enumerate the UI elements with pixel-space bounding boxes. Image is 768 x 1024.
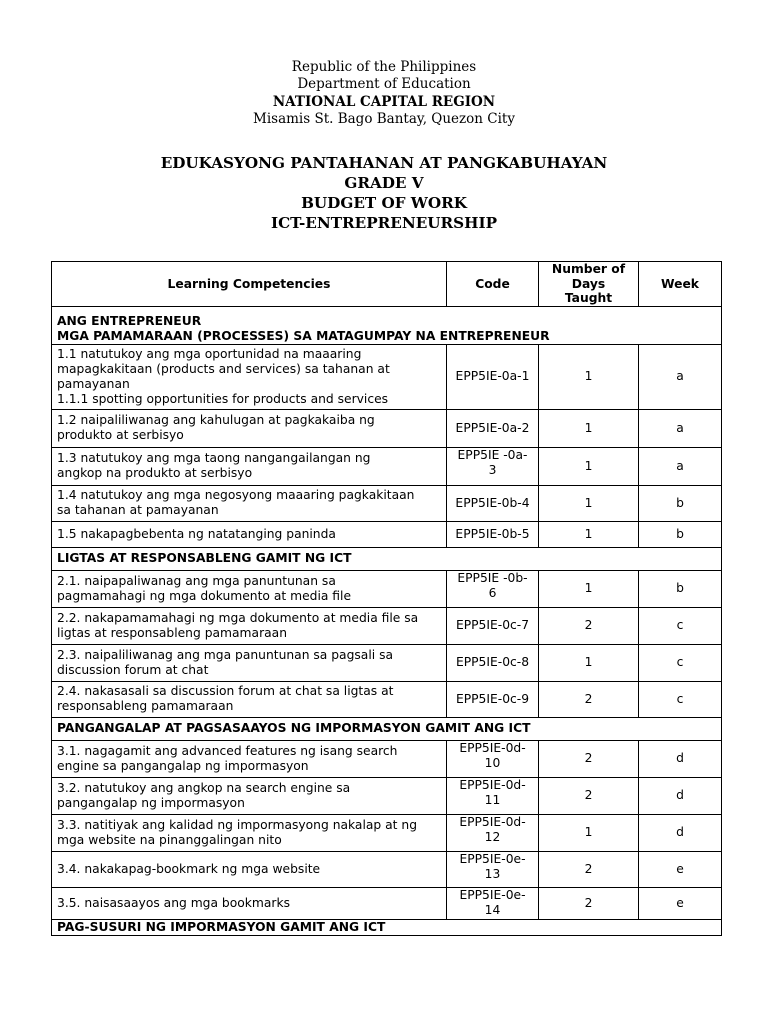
competency-line: responsableng pamamaraan [57,699,234,713]
table-row [52,851,722,887]
code-cell [447,777,539,814]
code-line: EPP5IE -0b- [457,570,528,585]
competency-cell [52,344,447,409]
competency-line: 1.1 natutukoy ang mga oportunidad na maaaring [57,346,362,361]
week-cell: a [639,447,722,485]
days-cell: 2 [539,777,639,814]
code-line: EPP5IE-0a-1 [455,369,530,383]
table-body [52,306,722,935]
code-line: EPP5IE-0d- [459,740,526,755]
code-cell [447,681,539,717]
table-row [52,409,722,447]
competency-cell [52,887,447,919]
competency-cell [52,409,447,447]
code-cell [447,570,539,607]
table-row [52,740,722,777]
header-code: Code [447,262,539,307]
competency-line: engine sa pangangalap ng impormasyon [57,758,309,773]
competency-line: 1.4 natutukoy ang mga negosyong maaaring pagkakitaan [57,488,415,502]
competency-line: 1.5 nakapagbebenta ng natatanging paninda [57,526,336,541]
table-row [52,485,722,521]
days-cell: 1 [539,570,639,607]
competency-line: 2.1. naipapaliwanag ang mga panuntunan sa [57,573,336,588]
table-row [52,570,722,607]
section-row [52,919,722,935]
days-cell: 2 [539,607,639,644]
document-title [0,153,768,233]
week-cell: a [639,409,722,447]
days-cell: 1 [539,485,639,521]
table-row [52,607,722,644]
week-cell: b [639,570,722,607]
code-cell [447,814,539,851]
days-cell: 2 [539,740,639,777]
competency-line: ligtas at responsableng pamamaraan [57,625,287,640]
week-cell: b [639,521,722,547]
title-grade: GRADE V [344,174,424,192]
week-cell: d [639,740,722,777]
title-subject: EDUKASYONG PANTAHANAN AT PANGKABUHAYAN [160,154,608,172]
header-republic: Republic of the Philippines [291,59,477,75]
table-row [52,447,722,485]
code-line: EPP5IE-0b-4 [455,495,530,510]
table-row [52,521,722,547]
days-cell: 1 [539,814,639,851]
days-cell: 2 [539,681,639,717]
section-title-line: ANG ENTREPRENEUR [57,313,202,328]
header-days-line: Taught [564,291,613,305]
competency-line: discussion forum at chat [57,662,209,677]
competency-cell [52,607,447,644]
code-line: EPP5IE-0e- [459,851,526,866]
code-cell [447,851,539,887]
document-header [0,59,768,128]
week-cell: c [639,644,722,681]
code-cell [447,485,539,521]
days-cell: 1 [539,447,639,485]
budget-of-work-table [51,261,722,936]
section-title [52,919,722,935]
competency-line: 2.3. naipaliliwanag ang mga panuntunan sa pagsali sa [57,647,394,662]
code-line: EPP5IE-0c-9 [455,691,530,706]
competency-line: mga website na pinanggalingan nito [57,832,282,847]
competency-line: 3.4. nakakapag-bookmark ng mga website [57,861,321,876]
code-line: EPP5IE-0d- [459,814,526,829]
week-cell: d [639,777,722,814]
week-cell: c [639,607,722,644]
header-competencies: Learning Competencies [52,262,447,307]
header-address: Misamis St. Bago Bantay, Quezon City [253,110,515,127]
section-title [52,717,722,740]
competency-line: 3.5. naisasaayos ang mga bookmarks [57,895,290,910]
week-cell: e [639,887,722,919]
code-cell [447,607,539,644]
table-row [52,814,722,851]
competency-cell [52,447,447,485]
competency-line: 1.1.1 spotting opportunities for products and services [57,391,389,406]
table-row [52,681,722,717]
days-cell: 1 [539,521,639,547]
competency-cell [52,814,447,851]
days-cell: 1 [539,644,639,681]
competency-line: 3.1. nagagamit ang advanced features ng isang search [57,743,398,758]
competency-line: mapagkakitaan (products and services) sa tahanan at [57,361,390,376]
competency-cell [52,521,447,547]
code-cell [447,447,539,485]
code-cell [447,644,539,681]
header-department: Department of Education [297,76,471,93]
days-cell: 2 [539,851,639,887]
code-line: 10 [484,755,501,770]
competency-line: 3.3. natitiyak ang kalidad ng impormasyong nakalap at ng [57,817,417,832]
header-days-line: Days [571,276,606,291]
competency-line: 2.2. nakapamamahagi ng mga dokumento at media file sa [57,610,419,625]
days-cell: 1 [539,344,639,409]
section-title [52,547,722,570]
code-line: EPP5IE-0c-8 [455,655,530,669]
code-cell [447,740,539,777]
competency-line: angkop na produkto at serbisyo [57,466,253,480]
competency-cell [52,740,447,777]
code-line: 3 [488,462,497,477]
competency-line: 1.3 natutukoy ang mga taong nangangailangan ng [57,451,371,465]
section-row [52,547,722,570]
code-cell [447,521,539,547]
competency-cell [52,777,447,814]
week-cell: b [639,485,722,521]
competency-line: pangangalap ng impormasyon [57,795,245,810]
code-line: EPP5IE-0c-7 [455,618,530,632]
code-line: EPP5IE-0a-2 [455,420,530,435]
competency-cell [52,851,447,887]
section-row [52,717,722,740]
competency-cell [52,644,447,681]
competency-line: 3.2. natutukoy ang angkop na search engine sa [57,780,351,795]
competency-cell [52,485,447,521]
table-row [52,644,722,681]
table-row [52,777,722,814]
code-cell [447,409,539,447]
competency-line: 1.2 naipaliliwanag ang kahulugan at pagkakaiba ng [57,413,375,427]
header-days [539,262,639,307]
table-row [52,887,722,919]
table-row [52,344,722,409]
code-line: EPP5IE-0b-5 [455,526,530,541]
code-line: EPP5IE-0e- [459,887,526,902]
week-cell: d [639,814,722,851]
code-line: EPP5IE -0a- [457,447,528,462]
title-budget: BUDGET OF WORK [301,194,467,212]
section-title-line: PANGANGALAP AT PAGSASAAYOS NG IMPORMASYON GAMIT ANG ICT [57,721,531,735]
competency-line: produkto at serbisyo [57,428,184,442]
week-cell: c [639,681,722,717]
header-days-line: Number of [551,262,626,276]
competency-cell [52,570,447,607]
competency-cell [52,681,447,717]
competency-line: sa tahanan at pamayanan [57,503,219,517]
code-line: 11 [484,792,501,807]
header-region: NATIONAL CAPITAL REGION [272,93,496,110]
table-header-row [52,262,722,307]
code-cell [447,344,539,409]
week-cell: e [639,851,722,887]
competency-line: pagmamahagi ng mga dokumento at media file [57,588,352,603]
header-week: Week [639,262,722,307]
section-title-line: LIGTAS AT RESPONSABLENG GAMIT NG ICT [57,551,352,565]
days-cell: 2 [539,887,639,919]
days-cell: 1 [539,409,639,447]
section-row [52,306,722,344]
competency-line: 2.4. nakasasali sa discussion forum at chat sa ligtas at [57,684,394,698]
competency-line: pamayanan [57,376,130,391]
code-line: EPP5IE-0d- [459,777,526,792]
code-line: 14 [484,902,501,917]
section-title [52,306,722,344]
section-title-line: MGA PAMAMARAAN (PROCESSES) SA MATAGUMPAY NA ENTREPRENEUR [57,328,550,343]
week-cell: a [639,344,722,409]
code-line: 12 [484,829,501,844]
section-title-line: PAG-SUSURI NG IMPORMASYON GAMIT ANG ICT [57,919,386,934]
code-line: 6 [488,585,497,600]
code-line: 13 [484,866,501,881]
code-cell [447,887,539,919]
title-ict: ICT-ENTREPRENEURSHIP [270,214,498,232]
